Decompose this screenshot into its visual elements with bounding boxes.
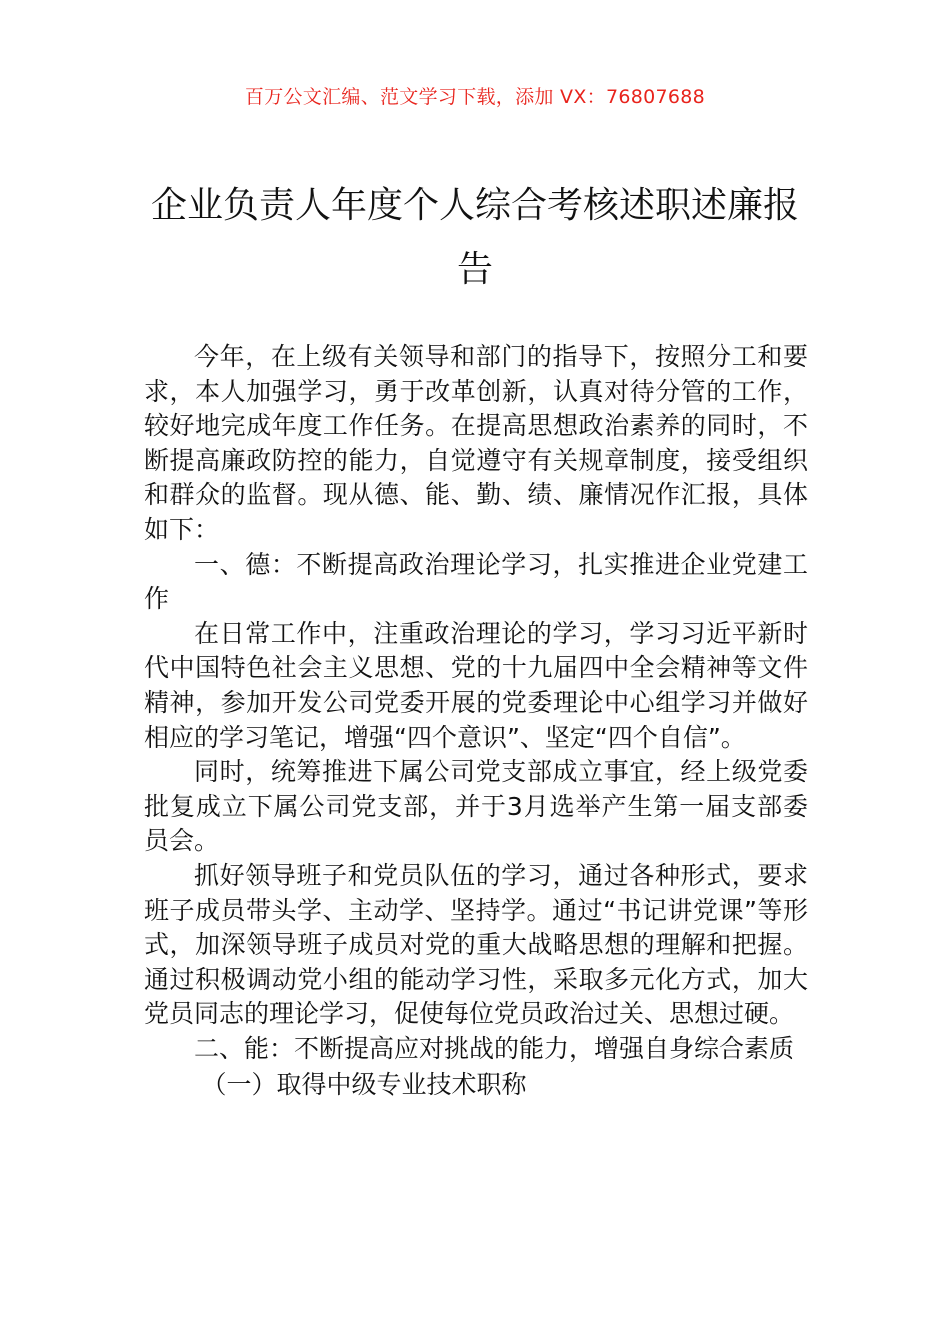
section-heading-neng: 二、能：不断提高应对挑战的能力，增强自身综合素质 <box>194 1033 795 1063</box>
document-body <box>144 340 808 1103</box>
document-title: 企业负责人年度个人综合考核述职述廉报告 <box>150 185 799 290</box>
subsection-heading-title: （一）取得中级专业技术职称 <box>201 1070 527 1100</box>
section-heading-de: 一、德：不断提高政治理论学习，扎实推进企业党建工作 <box>144 549 808 614</box>
paragraph-theory-study: 在日常工作中，注重政治理论的学习，学习习近平新时代中国特色社会主义思想、党的十九届四中全会精神等文件精神，参加开发公司党委开展的党委理论中心组学习并做好相应的学习笔记，增强“四个意识”、坚定“四个自信”。 <box>144 618 808 752</box>
paragraph-team-study: 抓好领导班子和党员队伍的学习，通过各种形式，要求班子成员带头学、主动学、坚持学。通过“书记讲党课”等形式，加深领导班子成员对党的重大战略思想的理解和把握。通过积极调动党小组的能动学习性，采取多元化方式，加大党员同志的理论学习，促使每位党员政治过关、思想过硬。 <box>144 860 808 1029</box>
paragraph-party-branch: 同时，统筹推进下属公司党支部成立事宜，经上级党委批复成立下属公司党支部，并于3月选举产生第一届支部委员会。 <box>144 757 808 856</box>
header-note: 百万公文汇编、范文学习下载，添加 VX：76807688 <box>244 86 706 108</box>
paragraph-intro: 今年，在上级有关领导和部门的指导下，按照分工和要求，本人加强学习，勇于改革创新，认真对待分管的工作，较好地完成年度工作任务。在提高思想政治素养的同时，不断提高廉政防控的能力，自觉遵守有关规章制度，接受组织和群众的监督。现从德、能、勤、绩、廉情况作汇报，具体如下： <box>144 342 808 544</box>
